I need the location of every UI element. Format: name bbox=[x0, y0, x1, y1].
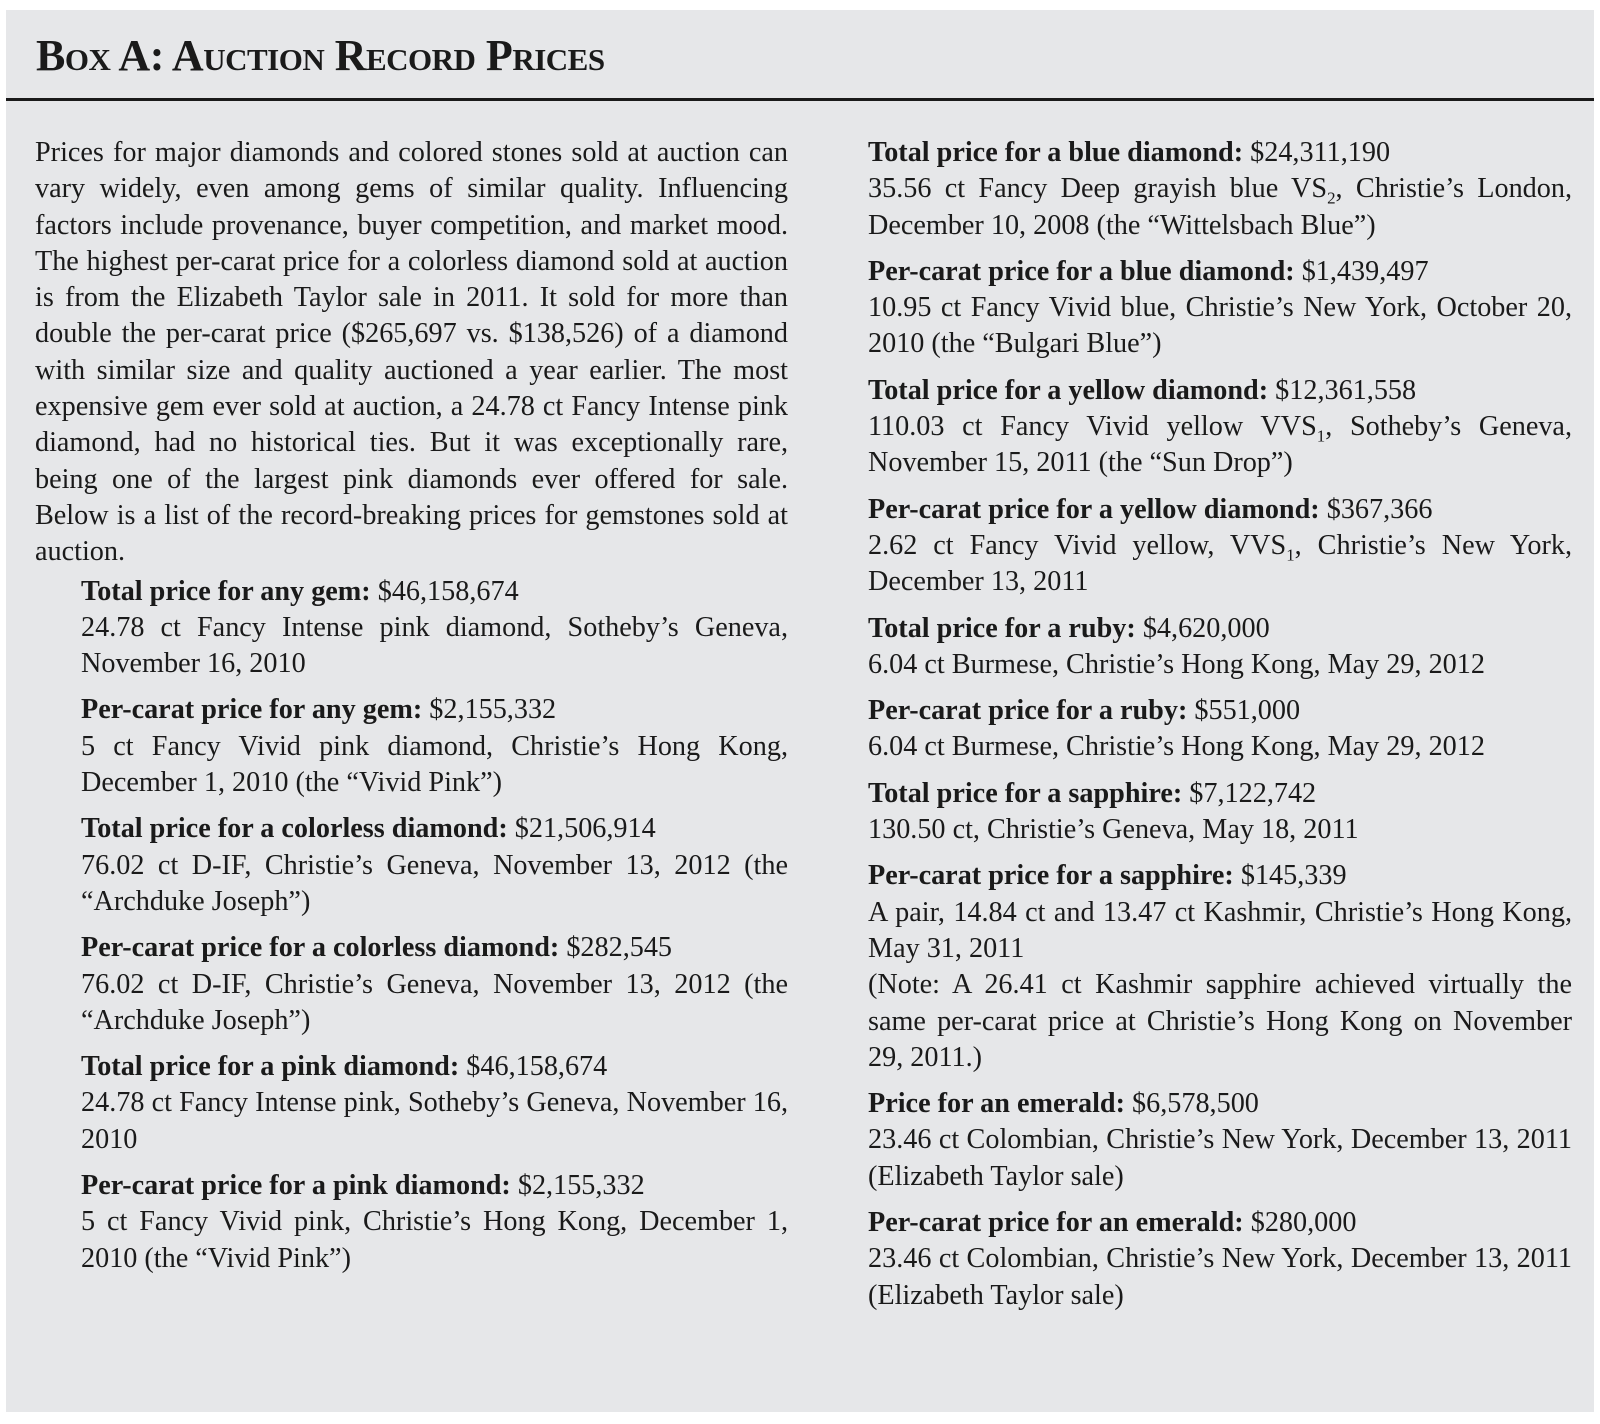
clarity-subscript: 1 bbox=[1286, 545, 1295, 565]
record-description bbox=[81, 1204, 788, 1277]
clarity-subscript: 1 bbox=[1316, 426, 1326, 446]
record-description-text: 6.04 ct Burmese, Christie’s Hong Kong, May 29, 2012 bbox=[868, 648, 1485, 680]
record-heading bbox=[868, 254, 1572, 290]
left-column bbox=[35, 135, 788, 1287]
record-description bbox=[868, 528, 1572, 601]
record-entry bbox=[868, 254, 1572, 363]
title-divider bbox=[6, 98, 1594, 101]
record-entry bbox=[868, 776, 1572, 849]
record-heading bbox=[868, 776, 1572, 812]
record-heading bbox=[81, 574, 788, 610]
record-price: $46,158,674 bbox=[377, 575, 519, 607]
record-entry bbox=[868, 492, 1572, 601]
intro-paragraph: Prices for major diamonds and colored stones sold at auction can vary widely, even among gems of similar quality. Influencing factors include provenance, buyer competition, and market mood. The highest per-carat price for a colorless diamond sold at auction is from the Elizabeth Taylor sale in 2011. It sold for more than double the per-carat price ($265,697 vs. $138,526) of a diamond with similar size and quality auctioned a year earlier. The most expensive gem ever sold at auction, a 24.78 ct Fancy Intense pink diamond, had no historical ties. But it was exceptionally rare, being one of the largest pink diamonds ever offered for sale. Below is a list of the record-breaking prices for gemstones sold at auction. bbox=[35, 137, 788, 568]
record-description bbox=[868, 895, 1572, 968]
record-label: Total price for a colorless diamond: bbox=[81, 813, 508, 845]
record-label: Total price for a ruby: bbox=[868, 612, 1136, 644]
record-heading bbox=[81, 1168, 788, 1204]
record-entry bbox=[868, 858, 1572, 1076]
record-price: $4,620,000 bbox=[1142, 612, 1270, 644]
record-description-text: 110.03 ct Fancy Vivid yellow VVS bbox=[868, 411, 1317, 443]
record-label: Per-carat price for any gem: bbox=[81, 694, 423, 726]
record-description bbox=[868, 1241, 1572, 1314]
right-column bbox=[868, 135, 1572, 1324]
record-label: Per-carat price for a yellow diamond: bbox=[868, 493, 1320, 525]
clarity-subscript: 2 bbox=[1327, 188, 1336, 208]
record-note: (Note: A 26.41 ct Kashmir sapphire achieved virtually the same per-carat price at Christie’s Hong Kong on November 29, 2011.) bbox=[868, 969, 1572, 1073]
record-description bbox=[81, 729, 788, 802]
record-price: $12,361,558 bbox=[1275, 374, 1417, 406]
record-description-text: 23.46 ct Colombian, Christie’s New York, December 13, 2011 (Elizabeth Taylor sale) bbox=[868, 1124, 1572, 1192]
record-heading bbox=[868, 1205, 1572, 1241]
record-description-text: , Christie’s London, December 10, 2008 (the “Wittelsbach Blue”) bbox=[868, 173, 1573, 241]
record-entry bbox=[81, 1168, 788, 1277]
record-description-text: 6.04 ct Burmese, Christie’s Hong Kong, May 29, 2012 bbox=[868, 731, 1485, 763]
record-label: Per-carat price for a ruby: bbox=[868, 695, 1188, 727]
record-entry bbox=[81, 574, 788, 683]
record-description bbox=[868, 409, 1572, 482]
record-heading bbox=[868, 693, 1572, 729]
record-description-text: 130.50 ct, Christie’s Geneva, May 18, 2011 bbox=[868, 814, 1359, 846]
info-box bbox=[6, 10, 1594, 1412]
record-label: Per-carat price for a pink diamond: bbox=[81, 1170, 511, 1202]
record-description-text: 10.95 ct Fancy Vivid blue, Christie’s New York, October 20, 2010 (the “Bulgari Blue”) bbox=[868, 292, 1572, 360]
record-heading bbox=[868, 492, 1572, 528]
record-heading bbox=[868, 373, 1572, 409]
record-description-text: 76.02 ct D-IF, Christie’s Geneva, November 13, 2012 (the “Archduke Joseph”) bbox=[81, 968, 788, 1036]
record-price: $551,000 bbox=[1194, 695, 1301, 727]
record-label: Total price for any gem: bbox=[81, 575, 371, 607]
record-entry bbox=[81, 811, 788, 920]
record-heading bbox=[868, 1086, 1572, 1122]
record-price: $46,158,674 bbox=[466, 1051, 608, 1083]
record-price: $1,439,497 bbox=[1301, 255, 1429, 287]
record-label: Total price for a sapphire: bbox=[868, 777, 1183, 809]
record-label: Total price for a yellow diamond: bbox=[868, 374, 1269, 406]
record-label: Per-carat price for an emerald: bbox=[868, 1207, 1244, 1239]
record-description bbox=[81, 848, 788, 921]
record-description bbox=[81, 610, 788, 683]
record-description-text: 5 ct Fancy Vivid pink, Christie’s Hong Kong, December 1, 2010 (the “Vivid Pink”) bbox=[81, 1206, 788, 1274]
record-description-text: 35.56 ct Fancy Deep grayish blue VS bbox=[868, 173, 1328, 205]
record-price: $21,506,914 bbox=[514, 813, 656, 845]
record-heading bbox=[868, 611, 1572, 647]
record-price: $280,000 bbox=[1250, 1207, 1357, 1239]
record-description-text: 23.46 ct Colombian, Christie’s New York, December 13, 2011 (Elizabeth Taylor sale) bbox=[868, 1243, 1572, 1311]
record-entry bbox=[868, 1086, 1572, 1195]
record-heading bbox=[868, 135, 1572, 171]
record-label: Total price for a blue diamond: bbox=[868, 137, 1244, 168]
right-record-list bbox=[868, 135, 1572, 1314]
record-price: $367,366 bbox=[1326, 493, 1433, 525]
record-description bbox=[868, 1122, 1572, 1195]
record-price: $2,155,332 bbox=[429, 694, 557, 726]
left-record-list bbox=[35, 574, 788, 1277]
record-description-text: 76.02 ct D-IF, Christie’s Geneva, November 13, 2012 (the “Archduke Joseph”) bbox=[81, 849, 788, 917]
record-price: $282,545 bbox=[566, 932, 673, 964]
record-description bbox=[868, 290, 1572, 363]
record-price: $6,578,500 bbox=[1132, 1088, 1259, 1120]
record-entry bbox=[868, 373, 1572, 482]
record-heading bbox=[81, 930, 788, 966]
record-entry bbox=[81, 930, 788, 1039]
record-entry bbox=[81, 692, 788, 801]
record-description bbox=[81, 967, 788, 1040]
record-label: Price for an emerald: bbox=[868, 1088, 1125, 1120]
record-description bbox=[81, 1085, 788, 1158]
record-description-text: , Sotheby’s Geneva, November 15, 2011 (the “Sun Drop”) bbox=[868, 411, 1572, 479]
record-heading bbox=[81, 1049, 788, 1085]
record-heading bbox=[81, 692, 788, 728]
record-description-text: 5 ct Fancy Vivid pink diamond, Christie’s Hong Kong, December 1, 2010 (the “Vivid Pink”) bbox=[81, 730, 788, 799]
record-heading bbox=[81, 811, 788, 847]
record-heading bbox=[868, 858, 1572, 894]
record-description-text: , Christie’s New York, December 13, 2011 bbox=[868, 529, 1573, 598]
record-label: Per-carat price for a sapphire: bbox=[868, 860, 1234, 892]
record-label: Per-carat price for a blue diamond: bbox=[868, 255, 1295, 287]
record-description bbox=[868, 171, 1572, 244]
record-label: Total price for a pink diamond: bbox=[81, 1051, 460, 1083]
record-description bbox=[868, 729, 1572, 765]
box-title: Box A: Auction Record Prices bbox=[36, 31, 605, 80]
record-price: $2,155,332 bbox=[517, 1170, 645, 1202]
record-description bbox=[868, 812, 1572, 848]
record-description-text: 2.62 ct Fancy Vivid yellow, VVS bbox=[868, 529, 1287, 561]
record-entry bbox=[868, 1205, 1572, 1314]
record-description bbox=[868, 647, 1572, 683]
record-label: Per-carat price for a colorless diamond: bbox=[81, 932, 560, 964]
record-price: $145,339 bbox=[1240, 860, 1347, 892]
record-entry bbox=[868, 693, 1572, 766]
record-entry bbox=[81, 1049, 788, 1158]
record-description-text: 24.78 ct Fancy Intense pink diamond, Sotheby’s Geneva, November 16, 2010 bbox=[81, 611, 788, 680]
record-entry bbox=[868, 135, 1572, 244]
record-entry bbox=[868, 611, 1572, 684]
record-price: $7,122,742 bbox=[1189, 777, 1317, 809]
record-description-text: A pair, 14.84 ct and 13.47 ct Kashmir, Christie’s Hong Kong, May 31, 2011 bbox=[868, 896, 1572, 964]
record-price: $24,311,190 bbox=[1250, 137, 1391, 168]
record-description-text: 24.78 ct Fancy Intense pink, Sotheby’s Geneva, November 16, 2010 bbox=[81, 1087, 788, 1155]
